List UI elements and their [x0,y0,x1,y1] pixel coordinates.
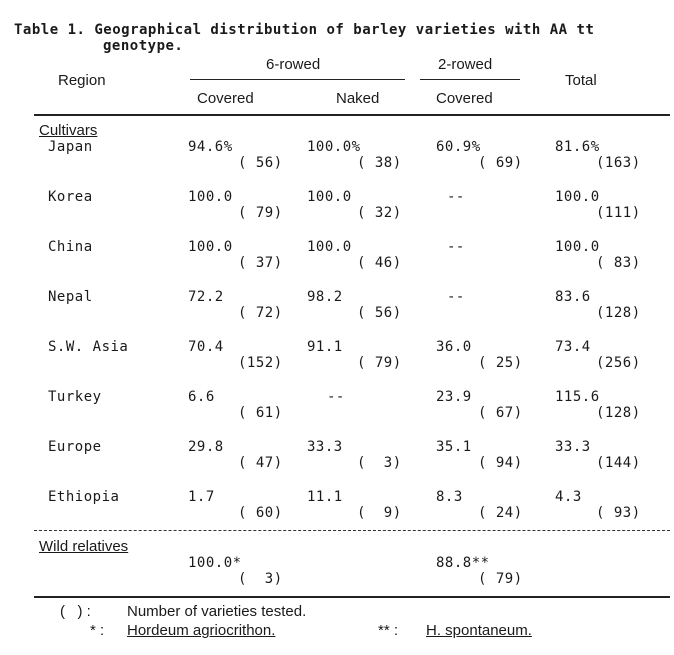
footnote-parentheses-mark: ( ) : [60,603,91,620]
cell-covered-6rowed-pct: 72.2 [188,289,224,305]
row-region: Europe [48,439,102,455]
wild-covered-2rowed-pct: 88.8** [436,555,490,571]
cell-total-n: (128) [596,305,641,321]
footnote-h-spontaneum: H. spontaneum. [426,622,532,639]
cell-total-pct: 100.0 [555,189,600,205]
footnote-asterisk-mark: * : [90,622,105,639]
header-6rowed: 6-rowed [266,56,321,73]
section-cultivars: Cultivars [39,122,98,139]
cell-total-pct: 115.6 [555,389,600,405]
row-region: China [48,239,93,255]
cell-total-pct: 4.3 [555,489,582,505]
wild-covered-6rowed-pct: 100.0* [188,555,242,571]
cell-naked-6rowed-pct: 98.2 [307,289,343,305]
cell-covered-6rowed-n: ( 61) [238,405,283,421]
cell-covered-6rowed-n: ( 56) [238,155,283,171]
cell-covered-6rowed-pct: 100.0 [188,189,233,205]
table-caption-line2: genotype. [103,38,184,54]
cell-covered-2rowed-pct: 23.9 [436,389,472,405]
header-naked-6rowed: Naked [336,90,380,107]
table-caption-line1: Table 1. Geographical distribution of barley varieties with AA tt [14,22,595,38]
cell-naked-6rowed-n: ( 9) [357,505,402,521]
header-6rowed-underline [190,79,405,80]
cell-covered-6rowed-n: ( 79) [238,205,283,221]
cell-total-pct: 83.6 [555,289,591,305]
cell-covered-2rowed-pct: -- [447,189,465,205]
cell-covered-6rowed-pct: 70.4 [188,339,224,355]
cell-naked-6rowed-n: ( 56) [357,305,402,321]
cell-covered-6rowed-n: ( 47) [238,455,283,471]
cell-covered-6rowed-n: ( 72) [238,305,283,321]
cell-naked-6rowed-n: ( 79) [357,355,402,371]
cell-covered-6rowed-n: ( 37) [238,255,283,271]
wild-covered-2rowed-n: ( 79) [478,571,523,587]
cell-covered-6rowed-n: (152) [238,355,283,371]
row-region: Turkey [48,389,102,405]
header-covered-6rowed: Covered [197,90,254,107]
row-region: S.W. Asia [48,339,129,355]
cell-total-n: (128) [596,405,641,421]
cell-naked-6rowed-pct: 100.0 [307,239,352,255]
cell-total-pct: 81.6% [555,139,600,155]
cell-naked-6rowed-n: ( 3) [357,455,402,471]
row-region: Korea [48,189,93,205]
header-covered-2rowed: Covered [436,90,493,107]
cell-covered-2rowed-n: ( 24) [478,505,523,521]
cell-covered-6rowed-pct: 29.8 [188,439,224,455]
cell-covered-6rowed-pct: 94.6% [188,139,233,155]
footnote-parentheses-text: Number of varieties tested. [127,603,307,620]
header-region: Region [58,72,106,89]
footnote-double-asterisk-mark: ** : [378,622,399,639]
cell-total-n: ( 93) [596,505,641,521]
cell-naked-6rowed-n: ( 38) [357,155,402,171]
cell-covered-2rowed-pct: -- [447,239,465,255]
cell-total-pct: 73.4 [555,339,591,355]
cell-naked-6rowed-n: ( 46) [357,255,402,271]
cell-covered-2rowed-pct: 8.3 [436,489,463,505]
cell-naked-6rowed-pct: 33.3 [307,439,343,455]
section-separator [34,530,670,531]
footnote-hordeum-agriocrithon: Hordeum agriocrithon. [127,622,276,639]
cell-total-pct: 100.0 [555,239,600,255]
cell-total-n: (163) [596,155,641,171]
section-wild-relatives: Wild relatives [39,538,129,555]
cell-covered-2rowed-pct: 60.9% [436,139,481,155]
row-region: Ethiopia [48,489,120,505]
cell-covered-2rowed-pct: 36.0 [436,339,472,355]
cell-total-n: ( 83) [596,255,641,271]
header-2rowed: 2-rowed [438,56,493,73]
cell-naked-6rowed-pct: 91.1 [307,339,343,355]
cell-naked-6rowed-pct: -- [327,389,345,405]
wild-covered-6rowed-n: ( 3) [238,571,283,587]
cell-covered-2rowed-n: ( 94) [478,455,523,471]
cell-covered-2rowed-n: ( 69) [478,155,523,171]
cell-covered-6rowed-pct: 6.6 [188,389,215,405]
cell-covered-2rowed-pct: -- [447,289,465,305]
cell-covered-2rowed-n: ( 25) [478,355,523,371]
cell-covered-6rowed-n: ( 60) [238,505,283,521]
cell-total-n: (144) [596,455,641,471]
header-total: Total [565,72,597,89]
cell-total-n: (111) [596,205,641,221]
header-bottom-rule [34,114,670,116]
cell-total-n: (256) [596,355,641,371]
cell-covered-6rowed-pct: 100.0 [188,239,233,255]
header-2rowed-underline [420,79,520,80]
cell-naked-6rowed-n: ( 32) [357,205,402,221]
cell-naked-6rowed-pct: 100.0 [307,189,352,205]
cell-covered-2rowed-n: ( 67) [478,405,523,421]
table-bottom-rule [34,596,670,598]
cell-naked-6rowed-pct: 11.1 [307,489,343,505]
cell-naked-6rowed-pct: 100.0% [307,139,361,155]
row-region: Nepal [48,289,93,305]
cell-total-pct: 33.3 [555,439,591,455]
row-region: Japan [48,139,93,155]
cell-covered-6rowed-pct: 1.7 [188,489,215,505]
cell-covered-2rowed-pct: 35.1 [436,439,472,455]
